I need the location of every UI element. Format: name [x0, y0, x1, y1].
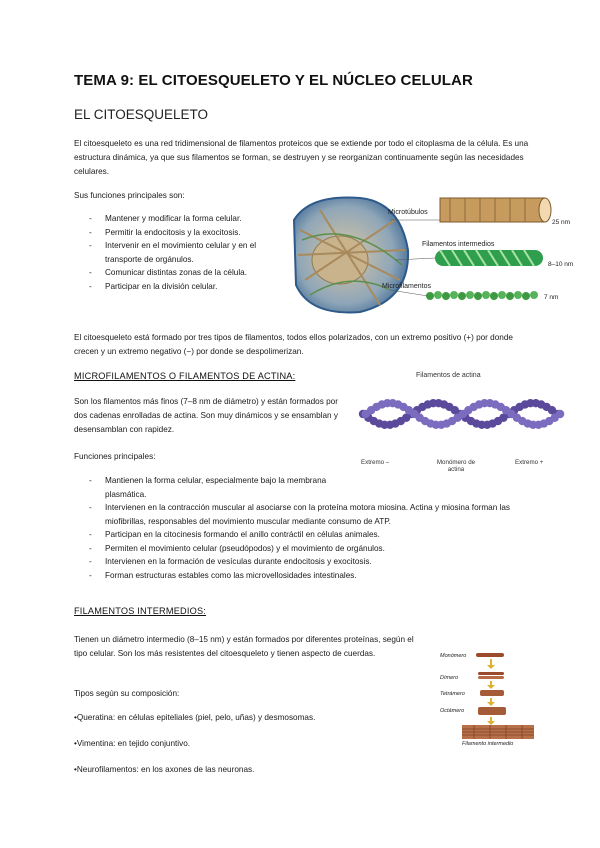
- stage-label: Octámero: [440, 708, 465, 714]
- cytoskeleton-figure: [290, 190, 590, 320]
- intro-paragraph: El citoesqueleto es una red tridimensional de filamentos proteicos que se extiende por todo el citoplasma de la célula. Es una estructura dinámica, ya que sus filamentos se forman, se destruyen y se reorganizan continuamente según las necesidades celulares.: [74, 139, 529, 176]
- page-title: TEMA 9: EL CITOESQUELETO Y EL NÚCLEO CELULAR: [74, 72, 473, 89]
- functions-title: Sus funciones principales son:: [74, 191, 185, 200]
- label-intermedios: Filamentos intermedios: [422, 241, 495, 248]
- list-item: - Permitir la endocitosis y la exocitosis.: [78, 226, 293, 240]
- type-item: •Neurofilamentos: en los axones de las neuronas.: [74, 765, 255, 774]
- list-item: - Participan en la citocinesis formando el anillo contráctil en células animales.: [78, 528, 538, 542]
- types-title: Tipos según su composición:: [74, 689, 180, 698]
- section-heading-citoesqueleto: EL CITOESQUELETO: [74, 107, 209, 122]
- list-item: - Forman estructuras estables como las microvellosidades intestinales.: [78, 569, 538, 583]
- actin-figure-title: Filamentos de actina: [416, 372, 481, 379]
- list-item: - Intervienen en la formación de vesículas durante endocitosis y exocitosis.: [78, 555, 538, 569]
- list-item: - Participar en la división celular.: [78, 280, 293, 294]
- size-label: 7 nm: [544, 294, 559, 301]
- intermediate-filament-drawing: [435, 250, 543, 266]
- actin-filament-figure: [355, 388, 565, 440]
- microfilaments-paragraph: Son los filamentos más finos (7–8 nm de diámetro) y están formados por dos cadenas enrolladas de actina. Son muy dinámicos y se ensamblan y desensamblan con rapidez.: [74, 397, 338, 434]
- actin-monomer: [556, 410, 564, 418]
- list-item: - Intervienen en la contracción muscular al asociarse con la proteína motora miosina. Actina y miosina forman las miofibrillas, responsables del movimiento muscular mediante consumo de ATP.: [78, 501, 538, 528]
- stage-label: Tetrámero: [440, 691, 465, 697]
- composition-paragraph: El citoesqueleto está formado por tres tipos de filamentos, todos ellos polarizados, con un extremo positivo (+) por donde crecen y un extremo negativo (−) por donde se despolimerizan.: [74, 333, 513, 356]
- microfilament-drawing: [426, 291, 538, 300]
- microfilaments-heading: MICROFILAMENTOS O FILAMENTOS DE ACTINA:: [74, 371, 296, 381]
- functions-list: [78, 212, 293, 293]
- actin-monomer-label: Monómero de actina: [436, 459, 476, 473]
- list-item: - Permiten el movimiento celular (pseudópodos) y el movimiento de orgánulos.: [78, 542, 538, 556]
- actin-plus-end-label: Extremo +: [515, 459, 544, 466]
- type-item: •Vimentina: en tejido conjuntivo.: [74, 739, 191, 748]
- intermediate-filaments-paragraph: Tienen un diámetro intermedio (8–15 nm) y están formados por diferentes proteínas, según el tipo celular. Son los más resistentes del citoesqueleto y tienen aspecto de cuerdas.: [74, 635, 414, 658]
- microfilaments-functions-title: Funciones principales:: [74, 452, 156, 461]
- label-microfilamentos: Microfilamentos: [382, 283, 432, 290]
- type-item: •Queratina: en células epiteliales (piel, pelo, uñas) y desmosomas.: [74, 713, 316, 722]
- label-microtubulos: Microtúbulos: [388, 209, 428, 216]
- microtubule-drawing: [440, 198, 551, 222]
- list-item: - Mantener y modificar la forma celular.: [78, 212, 293, 226]
- stage-label: Monómero: [440, 653, 467, 659]
- stage-label: Filamento intermedio: [462, 741, 514, 747]
- list-item: - Mantienen la forma celular, especialmente bajo la membrana plasmática.: [78, 474, 335, 501]
- list-item: - Comunicar distintas zonas de la célula.: [78, 266, 293, 280]
- microfilaments-functions-list: [78, 474, 538, 582]
- actin-minus-end-label: Extremo –: [361, 459, 390, 466]
- intermediate-filament-assembly-figure: [438, 648, 538, 752]
- size-label: 8–10 nm: [548, 261, 574, 268]
- stage-label: Dímero: [440, 675, 459, 681]
- size-label: 25 nm: [552, 219, 571, 226]
- list-item: - Intervenir en el movimiento celular y en el transporte de orgánulos.: [78, 239, 293, 266]
- intermediate-filaments-heading: FILAMENTOS INTERMEDIOS:: [74, 606, 207, 616]
